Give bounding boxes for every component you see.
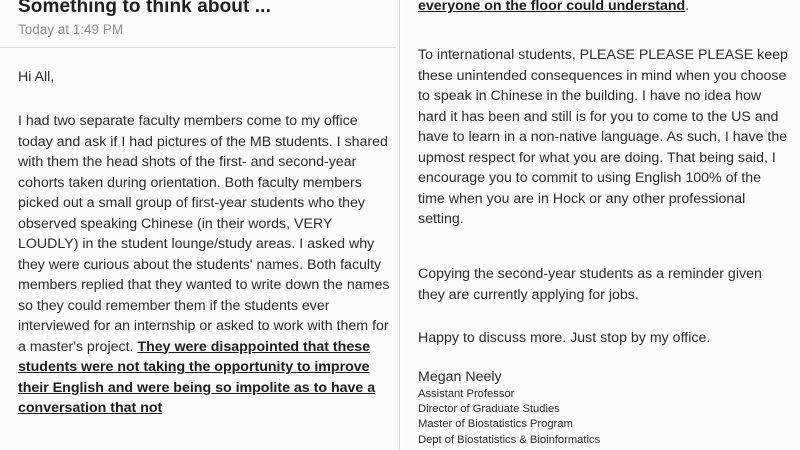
panel-divider bbox=[396, 0, 404, 450]
email-timestamp: Today at 1:49 PM bbox=[18, 22, 124, 37]
body-text: I had two separate faculty members come to my office today and ask if I had pictures of the MB students. I shared with them the head shots of the first- and second-year cohorts taken during orientation. Both faculty members picked out a small group of first-year students who they observed speaking Chinese (in their words, VERY LOUDLY) in the student lounge/study areas. I asked why they were curious about the students' names. Both faculty members replied that they wanted to write down the names so they could remember them if the students ever interviewed for an internship or asked to work with them for a master's project. bbox=[18, 113, 390, 355]
email-subject: Something to think about ... bbox=[18, 0, 271, 17]
emphasized-text: They were disappointed that these students were not taking the opportunity to improve their English and were being so impolite as to have a conversation that not bbox=[18, 338, 376, 416]
signature-program: Master of Biostatistics Program bbox=[418, 418, 573, 430]
email-body-paragraph-closing: Happy to discuss more. Just stop by my office. bbox=[418, 330, 711, 346]
signature-role: Director of Graduate Studies bbox=[418, 403, 560, 415]
signature-title: Assistant Professor bbox=[418, 388, 515, 400]
email-body-paragraph-international: To international students, PLEASE PLEASE PLEASE keep these unintended consequences in mind when you choose to speak in Chinese in the building. I have no idea how hard it has been and still is for you to come to the US and have to learn in a non-native language. As such, I have the upmost respect for what you are doing. That being said, I encourage you to commit to using English 100% of the time when you are in Hock or any other professional setting. bbox=[418, 47, 788, 227]
continuation-period: . bbox=[685, 0, 690, 14]
email-body-continuation bbox=[418, 0, 689, 17]
email-body-paragraph bbox=[18, 111, 390, 419]
email-greeting: Hi All, bbox=[18, 69, 55, 85]
header-divider bbox=[0, 47, 396, 48]
signature-department: Dept of Biostatistics & Bioinformatics bbox=[418, 434, 601, 446]
emphasized-text-continued: everyone on the floor could understand bbox=[418, 0, 686, 14]
email-body-paragraph-copying: Copying the second-year students as a reminder given they are currently applying for jobs. bbox=[418, 266, 762, 303]
email-panel-left bbox=[0, 0, 396, 450]
email-panel-right bbox=[404, 0, 800, 450]
signature-name: Megan Neely bbox=[418, 369, 502, 385]
